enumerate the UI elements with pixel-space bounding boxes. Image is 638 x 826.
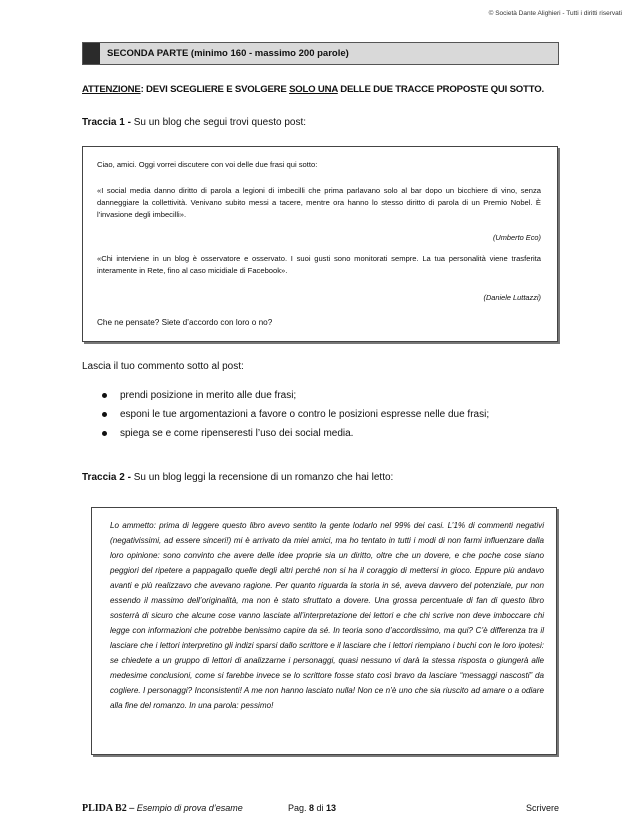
review-text: Lo ammetto: prima di leggere questo libro avevo sentito la gente lodarlo nel 99% dei casi. L’1% di commenti negativi (negativissimi, ad essere sinceri!) mi è arrivato da miei amici, ma ho tentato in tutti i modi di non farmi influenzare dalla loro opinione: sono convinto che avere delle idee proprie sia un diritto, oltre che un dovere, e che poche cose siano peggiori del ripetere a pappagallo quelle degli altri perché non si ha il coraggio di mettersi in gioco. Eppure più andavo avanti e più realizzavo che avevano ragione. Per quanto riguarda la storia in sé, aveva davvero del potenziale, pur non essendo il massimo dell’originalità, ma non è stato sfruttato a dovere. Una grossa percentuale di fan di questo libro sosterrà di sicuro che alcune cose vanno lasciate all’interpretazione dei lettori e che chi scrive non deve imboccare chi legge con informazioni che potrebbe benissimo capire da sé. In teoria sono d’accordissimo, ma qui? C’è differenza tra il lasciare che i lettori interpretino gli indizi sparsi dallo scrittore e il lasciare che i lettori riempiano i buchi con le loro ipotesi: se chiedete a un gruppo di lettori di analizzarne i personaggi, quasi nessuno vi darà la stessa risposta o giungerà alle medesime conclusioni, come si farebbe invece se lo scrittore fosse stato così bravo da lasciare “messaggi nascosti” da cogliere. I personaggi? Inconsistenti! A me non hanno lasciato nulla! Non ce n’è uno che sia riuscito ad amare o a odiare alla fine del romanzo. In una parola: pessimo! [110,521,544,710]
bullet-text: spiega se e come ripenseresti l’uso dei social media. [120,428,354,439]
attention-text-2: DELLE DUE TRACCE PROPOSTE QUI SOTTO. [337,84,544,95]
bullet-item [102,428,489,447]
attention-text-1: : DEVI SCEGLIERE E SVOLGERE [140,84,290,95]
attention-label: ATTENZIONE [82,84,141,95]
post-intro: Ciao, amici. Oggi vorrei discutere con voi delle due frasi qui sotto: [97,160,318,169]
blog-post-box [82,146,558,342]
post-quote-luttazzi: «Chi interviene in un blog è osservatore e osservato. I suoi gusti sono monitorati sempre. La tua personalità viene trasferita interamente in Rete, fino al caso micidiale di Facebook». [97,254,541,275]
page-total: 13 [326,803,337,813]
bullet-text: esponi le tue argomentazioni a favore o contro le posizioni espresse nelle due frasi; [120,409,490,420]
traccia-1-label: Traccia 1 - [82,117,131,128]
footer-subtitle: Esempio di prova d’esame [134,803,243,813]
section-header-bar [82,42,559,65]
review-box [91,507,557,755]
footer-brand: PLIDA B2 – [82,803,135,814]
post-author-luttazzi: (Daniele Luttazzi) [483,293,541,302]
section-header-marker [83,43,100,64]
bullet-dot-icon [102,431,107,436]
footer-section: Scrivere [525,803,559,813]
traccia-1-heading [82,117,306,128]
section-title: SECONDA PARTE (minimo 160 - massimo 200 parole) [107,48,349,59]
traccia-2-text: Su un blog leggi la recensione di un romanzo che hai letto: [130,472,394,483]
post-author-eco: (Umberto Eco) [492,233,541,242]
page-of: di [314,803,327,813]
traccia-1-bullet-list [102,390,489,447]
bullet-item [102,409,489,428]
copyright-notice: © Società Dante Alighieri - Tutti i diritti riservati [488,10,622,17]
attention-notice [82,84,544,95]
page-current: 8 [309,803,315,813]
footer-title [82,803,243,814]
bullet-text: prendi posizione in merito alle due frasi; [120,390,297,401]
attention-emphasis: SOLO UNA [289,84,338,95]
traccia-1-instruction: Lascia il tuo commento sotto al post: [82,361,244,372]
traccia-1-text: Su un blog che segui trovi questo post: [130,117,307,128]
page-footer [82,803,559,817]
footer-page-number [288,803,336,813]
traccia-2-label: Traccia 2 - [82,472,131,483]
bullet-dot-icon [102,412,107,417]
post-quote-eco: «I social media danno diritto di parola a legioni di imbecilli che prima parlavano solo al bar dopo un bicchiere di vino, senza danneggiare la collettività. Venivano subito messi a tacere, mentre ora hanno lo stesso diritto di parola di un Premio Nobel. È l’invasione degli imbecilli». [97,186,541,219]
bullet-item [102,390,489,409]
traccia-2-heading [82,472,393,483]
page-prefix: Pag. [288,803,310,813]
bullet-dot-icon [102,393,107,398]
post-question: Che ne pensate? Siete d’accordo con loro o no? [97,318,273,327]
